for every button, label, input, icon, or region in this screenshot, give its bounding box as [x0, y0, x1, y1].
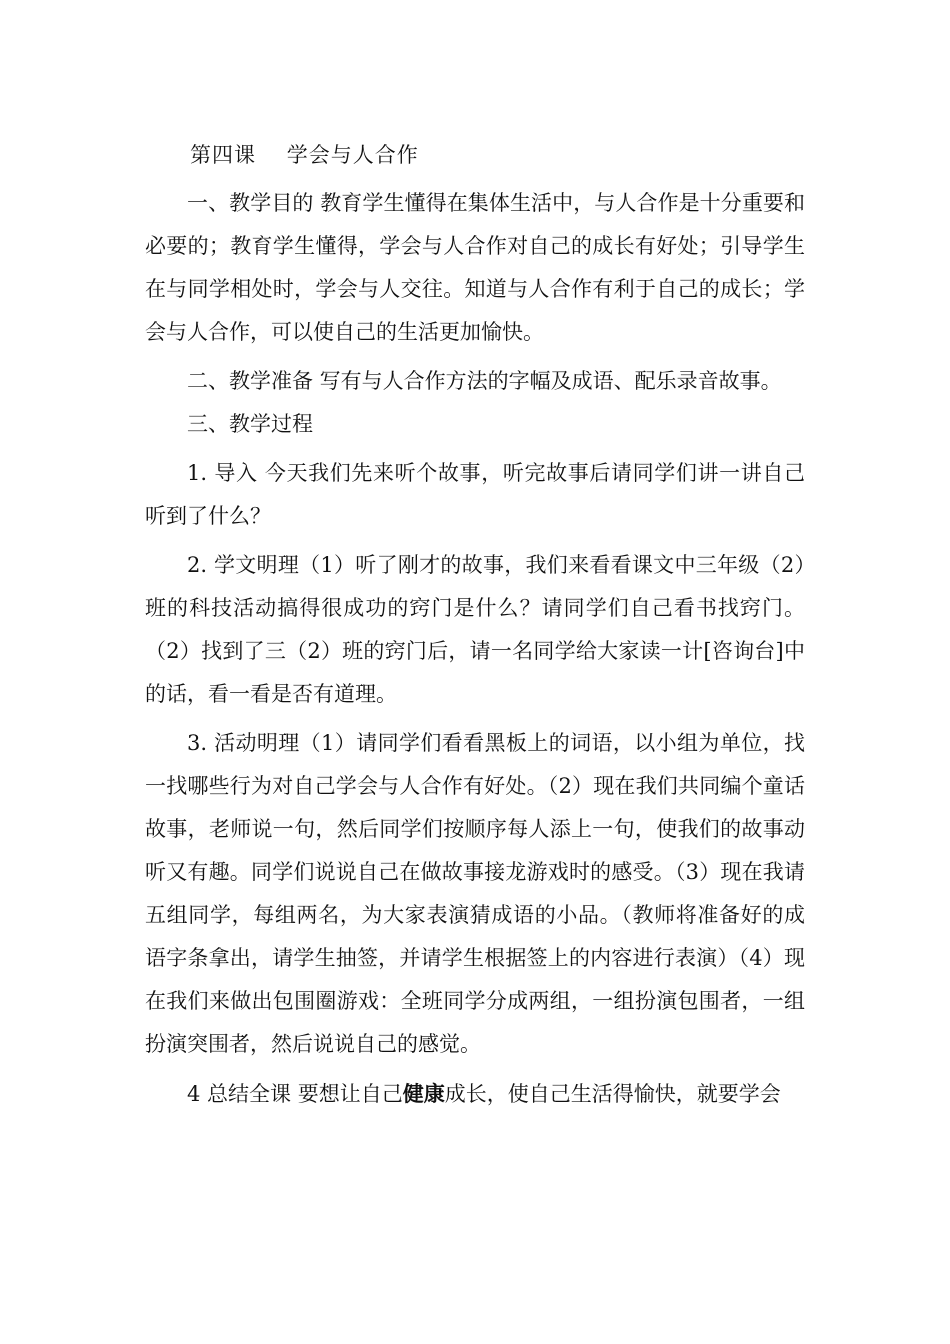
lesson-title: 第四课 学会与人合作 — [190, 143, 419, 167]
step-4-bold-word: 健康 — [402, 1081, 445, 1106]
paragraph-step-3: 3. 活动明理（1）请同学们看看黑板上的词语，以小组为单位，找一找哪些行为对自己学会与人合作有好处。（2）现在我们共同编个童话故事，老师说一句，然后同学们按顺序每人添上一句，使我们的故事动听又有趣。同学们说说自己在做故事接龙游戏时的感受。（3）现在我请五组同学，每组两名，为大家表演猜成语的小品。（教师将准备好的成语字条拿出，请学生抽签，并请学生根据签上的内容进行表演）（4）现在我们来做出包围圈游戏：全班同学分成两组，一组扮演包围者，一组扮演突围者，然后说说自己的感觉。 — [145, 731, 805, 1056]
step-4-text-end: 成长，使自己生活得愉快，就要学会 — [444, 1082, 781, 1106]
paragraph-preparation: 二、教学准备 写有与人合作方法的字幅及成语、配乐录音故事。 — [187, 369, 782, 393]
paragraph-step-4 — [145, 1072, 805, 1116]
paragraph-step-1: 1. 导入 今天我们先来听个故事，听完故事后请同学们讲一讲自己听到了什么？ — [145, 461, 805, 528]
paragraph-objective: 一、教学目的 教育学生懂得在集体生活中，与人合作是十分重要和必要的；教育学生懂得，学会与人合作对自己的成长有好处；引导学生在与同学相处时，学会与人交往。知道与人合作有利于自己的成长；学会与人合作，可以使自己的生活更加愉快。 — [145, 191, 805, 344]
step-4-text-start: 4 总结全课 要想让自己 — [187, 1082, 403, 1106]
paragraph-process-heading: 三、教学过程 — [187, 412, 313, 436]
document-body — [145, 182, 805, 1116]
paragraph-step-2: 2. 学文明理（1）听了刚才的故事，我们来看看课文中三年级（2）班的科技活动搞得很成功的窍门是什么？请同学们自己看书找窍门。（2）找到了三（2）班的窍门后，请一名同学给大家读一计[咨询台]中的话，看一看是否有道理。 — [145, 553, 805, 706]
